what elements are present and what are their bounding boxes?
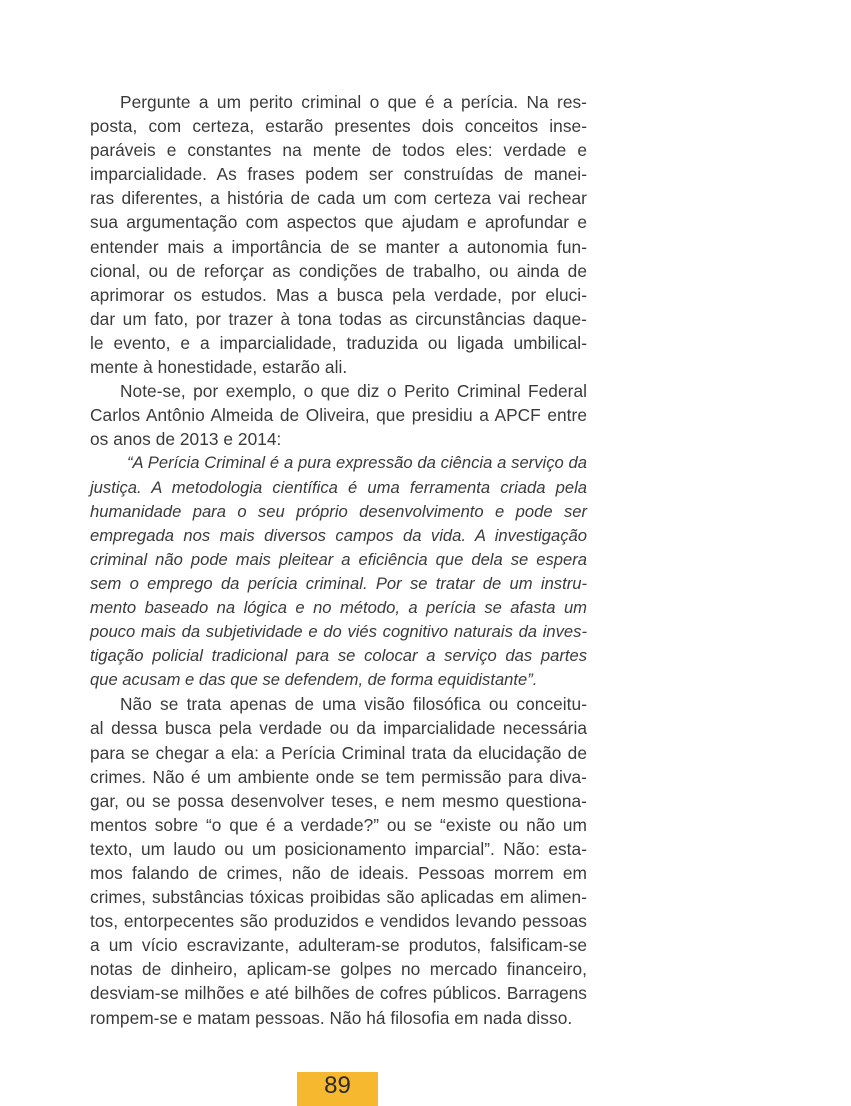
text-line: que acusam e das que se defendem, de forma equidistante”.: [90, 670, 538, 690]
text-line: os anos de 2013 e 2014:: [90, 429, 282, 450]
text-line: Note-se, por exemplo, o que diz o Perito Criminal Federal: [120, 381, 587, 402]
text-line: crimes, substâncias tóxicas proibidas são aplicadas em alimen-: [90, 887, 587, 908]
text-line: aprimorar os estudos. Mas a busca pela verdade, por eluci-: [90, 284, 587, 305]
text-line: Carlos Antônio Almeida de Oliveira, que presidiu a APCF entre: [90, 405, 587, 426]
text-line: crimes. Não é um ambiente onde se tem permissão para diva-: [90, 766, 587, 787]
page-number-band: [297, 1072, 378, 1106]
text-line: dar um fato, por trazer à tona todas as circunstâncias daque-: [90, 308, 587, 329]
paragraph-2: [90, 379, 587, 451]
text-line: a um vício escravizante, adulteram-se produtos, falsificam-se: [90, 935, 587, 956]
text-line: mente à honestidade, estarão ali.: [90, 357, 348, 378]
text-line: “A Perícia Criminal é a pura expressão da ciência a serviço da: [127, 453, 587, 473]
text-line: para se chegar a ela: a Perícia Criminal trata da elucidação de: [90, 742, 587, 763]
page-body: [90, 90, 587, 1030]
text-line: entender mais a importância de se manter a autonomia fun-: [90, 236, 587, 257]
text-line: ras diferentes, a história de cada um com certeza vai rechear: [90, 188, 587, 209]
text-line: mento baseado na lógica e no método, a perícia se afasta um: [90, 597, 587, 617]
text-line: Pergunte a um perito criminal o que é a perícia. Na res-: [120, 92, 587, 112]
text-line: mentos sobre “o que é a verdade?” ou se “existe ou não um: [90, 814, 587, 835]
text-line: imparcialidade. As frases podem ser construídas de manei-: [90, 164, 587, 185]
text-line: le evento, e a imparcialidade, traduzida ou ligada umbilical-: [90, 332, 587, 353]
text-line: Não se trata apenas de uma visão filosófica ou conceitu-: [120, 694, 587, 715]
text-line: mos falando de crimes, não de ideais. Pessoas morrem em: [90, 863, 587, 883]
text-line: posta, com certeza, estarão presentes dois conceitos inse-: [90, 116, 587, 137]
text-line: texto, um laudo ou um posicionamento imparcial”. Não: esta-: [90, 838, 587, 859]
page-number: 89: [324, 1072, 351, 1099]
text-line: notas de dinheiro, aplicam-se golpes no mercado financeiro,: [90, 959, 587, 980]
text-line: sem o emprego da perícia criminal. Por se tratar de um instru-: [90, 573, 587, 593]
paragraph-1: [90, 90, 587, 379]
text-line: humanidade para o seu próprio desenvolvimento e pode ser: [90, 501, 587, 521]
text-line: rompem-se e matam pessoas. Não há filosofia em nada disso.: [90, 1007, 573, 1028]
paragraph-3: [90, 692, 587, 1029]
text-line: pouco mais da subjetividade e do viés cognitivo naturais da inves-: [90, 622, 587, 642]
text-line: gar, ou se possa desenvolver teses, e nem mesmo questiona-: [90, 790, 587, 811]
text-line: desviam-se milhões e até bilhões de cofres públicos. Barragens: [90, 983, 587, 1004]
text-line: al dessa busca pela verdade ou da imparcialidade necessária: [90, 718, 587, 739]
text-line: tos, entorpecentes são produzidos e vendidos levando pessoas: [90, 911, 587, 932]
quote-block: [90, 451, 587, 692]
text-line: sua argumentação com aspectos que ajudam e aprofundar e: [90, 212, 587, 233]
text-line: justiça. A metodologia científica é uma ferramenta criada pela: [90, 477, 587, 497]
text-line: tigação policial tradicional para se colocar a serviço das partes: [90, 646, 587, 666]
text-line: criminal não pode mais pleitear a eficiência que dela se espera: [90, 549, 587, 569]
text-line: empregada nos mais diversos campos da vida. A investigação: [90, 525, 587, 545]
text-line: paráveis e constantes na mente de todos eles: verdade e: [90, 140, 587, 161]
text-line: cional, ou de reforçar as condições de trabalho, ou ainda de: [90, 260, 587, 281]
